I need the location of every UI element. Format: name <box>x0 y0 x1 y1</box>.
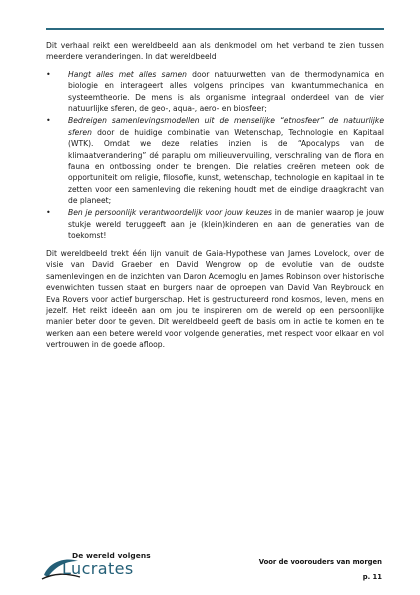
bullet-text: door de huidige combinatie van Wetenschap, Technologie en Kapitaal (WTK). Omdat we deze relaties inzien is de “Apocalyps van de klimaatverandering” dé paraplu om milieuvervuiling, verschraling van de flora en fauna en ontbossing onder te brengen. Die relaties creëren meteen ook de opportuniteit om religie, filosofie, kunst, wetenschap, technologie en kapitaal in te zetten voor een samenleving die rekening houdt met de eindige draagkracht van de planeet; <box>68 127 384 206</box>
logo-name: Lucrates <box>62 559 134 578</box>
logo-tagline: De wereld volgens <box>72 551 151 560</box>
bullet-icon: • <box>46 116 51 126</box>
bullet-text: door natuurwetten van de thermodynamica en biologie en interageert alles volgens principes van kwantummechanica en systeemtheorie. De mens is als organisme integraal onderdeel van de vier natuurlijke sferen, de geo-, aqua-, aero- en biosfeer; <box>68 69 385 114</box>
page-body <box>46 40 384 351</box>
footer-book-title: Voor de voorouders van morgen <box>258 558 382 566</box>
bullet-icon: • <box>46 208 51 218</box>
page-number: p. 11 <box>362 573 382 581</box>
bullet-list <box>46 69 384 242</box>
bullet-lead: Ben je persoonlijk verantwoordelijk voor jouw keuzes <box>68 208 272 218</box>
lucrates-logo <box>40 551 150 583</box>
bullet-lead: Hangt alles met alles samen <box>68 69 187 79</box>
bullet-lead: Bedreigen samenlevingsmodellen uit de menselijke “etnosfeer” de natuurlijke sferen <box>68 116 384 137</box>
intro-paragraph: Dit verhaal reikt een wereldbeeld aan als denkmodel om het verband te zien tussen meerdere veranderingen. In dat wereldbeeld <box>46 41 384 62</box>
header-rule <box>46 28 384 30</box>
list-item <box>46 115 384 207</box>
list-item <box>46 69 384 115</box>
list-item <box>46 207 384 241</box>
bullet-text: in de manier waarop je jouw stukje wereld teruggeeft aan je (klein)kinderen en aan de generaties van de toekomst! <box>68 208 385 241</box>
closing-paragraph: Dit wereldbeeld trekt één lijn vanuit de Gaia-Hypothese van James Lovelock, over de visie van David Graeber en David Wengrow op de evolutie van de oudste samenlevingen en de inzichten van Daron Acemoglu en James Robinson over historische evenwichten tussen staat en burgers naar de oproepen van David Van Reybrouck en Eva Rovers voor actief burgerschap. Het is gestructureerd rond kosmos, leven, mens en jezelf. Het reikt ideeën aan om jou te inspireren om de wereld op een persoonlijke manier beter door te geven. Dit wereldbeeld geeft de basis om in actie te komen en te werken aan een betere wereld voor volgende generaties, met respect voor elkaar en vol vertrouwen in de goede afloop. <box>46 248 384 350</box>
bullet-icon: • <box>46 69 51 79</box>
